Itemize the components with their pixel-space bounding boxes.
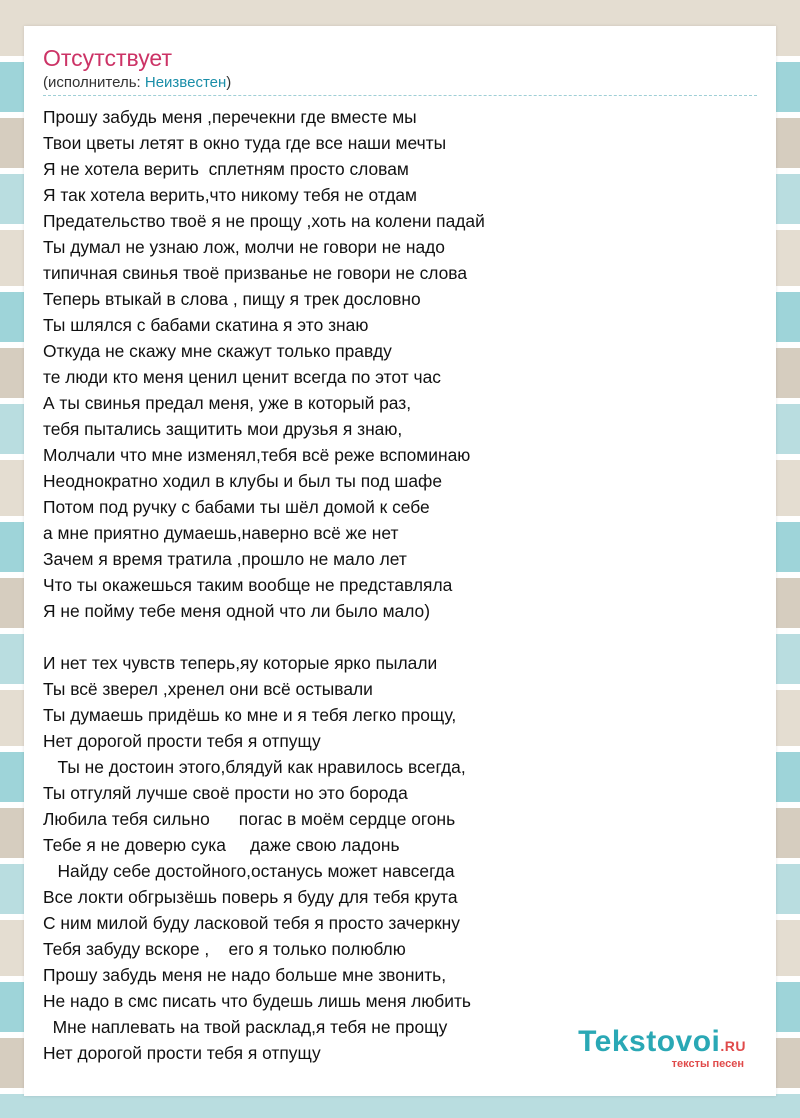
logo-name: Tekstovoi: [578, 1025, 721, 1058]
lyric-line: Я так хотела верить,что никому тебя не отдам: [43, 185, 417, 205]
lyric-line: тебя пытались защитить мои друзья я знаю,: [43, 419, 403, 439]
lyric-line: Нет дорогой прости тебя я отпущу: [43, 1043, 321, 1063]
site-logo[interactable]: [578, 1026, 746, 1070]
lyric-line: Ты всё зверел ,хренел они всё остывали: [43, 679, 373, 699]
lyric-line: а мне приятно думаешь,наверно всё же нет: [43, 523, 399, 543]
lyric-line: Все локти обгрызёшь поверь я буду для тебя крута: [43, 887, 458, 907]
lyric-line: Я не пойму тебе меня одной что ли было мало): [43, 601, 431, 621]
lyric-line: Прошу забудь меня не надо больше мне звонить,: [43, 965, 447, 985]
header-divider: [43, 95, 757, 96]
lyric-line: Любила тебя сильно погас в моём сердце огонь: [43, 809, 456, 829]
artist-link[interactable]: Неизвестен: [144, 74, 227, 91]
lyrics-text: [43, 104, 763, 1066]
lyric-line: Тебе я не доверю сука даже свою ладонь: [43, 835, 400, 855]
lyric-line: Откуда не скажу мне скажут только правду: [43, 341, 392, 361]
lyric-line: Прошу забудь меня ,перечекни где вместе мы: [43, 107, 417, 127]
lyric-line: Тебя забуду вскоре , его я только полюблю: [43, 939, 406, 959]
lyric-line: Ты не достоин этого,блядуй как нравилось всегда,: [43, 757, 466, 777]
lyric-line: Что ты окажешься таким вообще не представляла: [43, 575, 453, 595]
lyric-line: те люди кто меня ценил ценит всегда по этот час: [43, 367, 441, 387]
lyric-line: [43, 624, 763, 650]
lyric-line: Ты отгуляй лучше своё прости но это борода: [43, 783, 408, 803]
lyric-line: А ты свинья предал меня, уже в который раз,: [43, 393, 412, 413]
lyric-line: Я не хотела верить сплетням просто словам: [43, 159, 409, 179]
lyric-line: Теперь втыкай в слова , пищу я трек дословно: [43, 289, 421, 309]
artist-suffix: ): [226, 74, 232, 91]
lyric-line: Мне наплевать на твой расклад,я тебя не прощу: [43, 1017, 448, 1037]
lyrics-card: [24, 26, 776, 1096]
lyric-line: Зачем я время тратила ,прошло не мало лет: [43, 549, 407, 569]
lyric-line: Не надо в смс писать что будешь лишь меня любить: [43, 991, 471, 1011]
artist-prefix: (исполнитель:: [43, 74, 145, 91]
lyric-line: Найду себе достойного,останусь может навсегда: [43, 861, 455, 881]
logo-tagline: тексты песен: [671, 1058, 744, 1070]
lyric-line: Ты шлялся с бабами скатина я это знаю: [43, 315, 369, 335]
lyric-line: Нет дорогой прости тебя я отпущу: [43, 731, 321, 751]
artist-line: [43, 74, 231, 92]
song-title: Отсутствует: [43, 45, 172, 71]
lyric-line: Твои цветы летят в окно туда где все наши мечты: [43, 133, 447, 153]
lyric-line: С ним милой буду ласковой тебя я просто зачеркну: [43, 913, 460, 933]
lyric-line: И нет тех чувств теперь,яу которые ярко пылали: [43, 653, 438, 673]
lyric-line: Ты думал не узнаю лож, молчи не говори не надо: [43, 237, 445, 257]
lyric-line: Неоднократно ходил в клубы и был ты под шафе: [43, 471, 442, 491]
lyric-line: Предательство твоё я не прощу ,хоть на колени падай: [43, 211, 485, 231]
lyric-line: типичная свинья твоё призванье не говори не слова: [43, 263, 468, 283]
lyric-line: Ты думаешь придёшь ко мне и я тебя легко прощу,: [43, 705, 457, 725]
lyric-line: Потом под ручку с бабами ты шёл домой к себе: [43, 497, 430, 517]
logo-tld: .RU: [720, 1038, 746, 1054]
lyric-line: Молчали что мне изменял,тебя всё реже вспоминаю: [43, 445, 471, 465]
